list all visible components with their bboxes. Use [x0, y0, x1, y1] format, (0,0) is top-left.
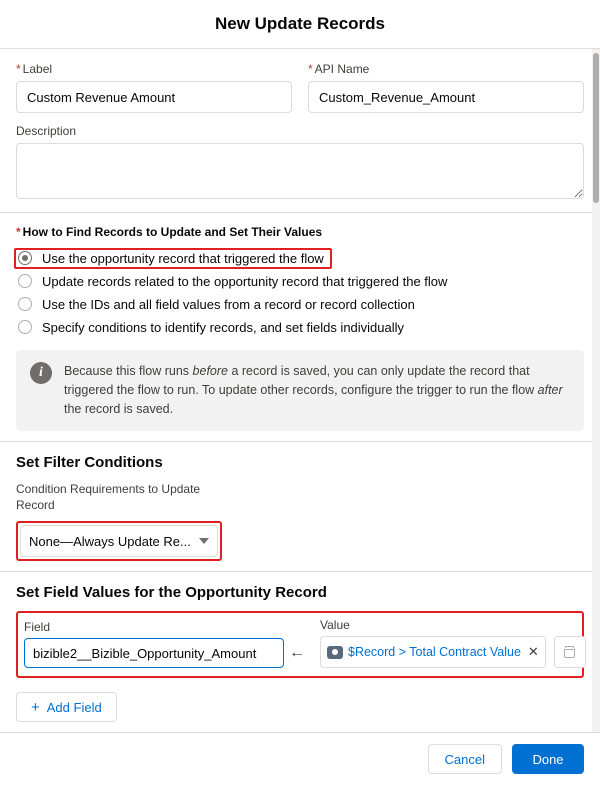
radio-label-specify-conditions: Specify conditions to identify records, and set fields individually: [42, 319, 405, 335]
basic-info-section: [0, 49, 600, 213]
value-column-header: Value: [320, 618, 350, 632]
field-name-input[interactable]: [24, 638, 284, 668]
api-name-field-group: [308, 61, 584, 113]
highlight-box-triggering-record: [14, 248, 332, 269]
modal-body: [0, 49, 600, 732]
description-label: Description: [16, 124, 77, 138]
radio-label-ids-and-values: Use the IDs and all field values from a record or record collection: [42, 296, 415, 312]
info-text-part-1: Because this flow runs: [64, 364, 193, 378]
label-field-group: [16, 61, 292, 113]
radio-ids-and-values[interactable]: [18, 297, 32, 311]
add-field-button[interactable]: [16, 692, 117, 722]
api-name-field-label-text: API Name: [314, 62, 370, 76]
chevron-down-icon: [199, 538, 209, 544]
modal-header: [0, 0, 600, 49]
page-title: New Update Records: [214, 14, 386, 33]
info-text-part-2: a record is saved, you can only update the record that triggered the flow to run. To update other records, configure the trigger to run the flow: [64, 364, 538, 397]
set-field-values-section: [0, 572, 600, 732]
set-field-values-title: Set Field Values for the Opportunity Record: [16, 584, 327, 601]
info-callout: [16, 350, 584, 431]
modal-footer: [0, 732, 600, 785]
info-text-emphasis-2: after: [537, 383, 563, 397]
label-field-label-text: Label: [22, 62, 53, 76]
cancel-button[interactable]: Cancel: [428, 744, 502, 774]
find-records-section: [0, 213, 600, 442]
filter-conditions-title: Set Filter Conditions: [16, 454, 163, 471]
label-field-label: [16, 61, 292, 77]
required-indicator: *: [16, 62, 21, 76]
record-variable-icon: [327, 646, 343, 659]
info-callout-text: [64, 362, 570, 419]
radio-option-triggering-record-row[interactable]: [16, 247, 584, 269]
required-indicator: *: [16, 225, 21, 239]
info-text-emphasis-1: before: [192, 364, 228, 378]
value-input[interactable]: [320, 636, 546, 668]
value-column: [320, 618, 586, 668]
api-name-input[interactable]: [308, 81, 584, 113]
description-input[interactable]: [16, 143, 584, 199]
radio-specify-conditions[interactable]: [18, 320, 32, 334]
highlight-box-field-values: [16, 611, 584, 678]
condition-requirements-select[interactable]: [20, 525, 218, 557]
radio-option-ids-and-values-row[interactable]: [16, 293, 584, 315]
condition-requirements-value: None—Always Update Re...: [29, 533, 191, 549]
arrow-left-icon: ←: [289, 644, 305, 661]
trash-icon: [564, 646, 575, 658]
field-column: [24, 620, 284, 668]
delete-field-button[interactable]: [554, 636, 586, 668]
scrollbar-thumb[interactable]: [593, 53, 599, 203]
value-pill[interactable]: [327, 644, 539, 660]
done-button[interactable]: Done: [512, 744, 584, 774]
scrollbar-track[interactable]: [592, 49, 600, 732]
highlight-box-condition-select: [16, 521, 222, 561]
info-icon: i: [30, 362, 52, 384]
add-field-label: Add Field: [46, 699, 102, 715]
radio-option-related-records-row[interactable]: [16, 270, 584, 292]
radio-label-triggering-record: Use the opportunity record that triggered the flow: [42, 250, 324, 266]
find-records-legend: [16, 225, 584, 239]
close-icon[interactable]: ✕: [527, 644, 539, 659]
radio-related-records[interactable]: [18, 274, 32, 288]
radio-triggering-record[interactable]: [18, 251, 32, 265]
field-name-value: bizible2__Bizible_Opportunity_Amount: [33, 645, 257, 661]
field-column-header: Field: [24, 620, 51, 634]
condition-requirements-label: Condition Requirements to Update Record: [16, 482, 201, 512]
api-name-field-label: [308, 61, 584, 77]
plus-icon: +: [31, 698, 40, 716]
description-field-group: [16, 123, 584, 202]
required-indicator: *: [308, 62, 313, 76]
radio-label-related-records: Update records related to the opportunity record that triggered the flow: [42, 273, 448, 289]
find-records-legend-text: How to Find Records to Update and Set Their Values: [22, 225, 323, 239]
radio-option-specify-conditions-row[interactable]: [16, 316, 584, 338]
label-input[interactable]: [16, 81, 292, 113]
value-pill-text: $Record > Total Contract Value: [348, 645, 521, 659]
filter-conditions-section: [0, 442, 600, 572]
info-text-part-3: the record is saved.: [64, 402, 174, 416]
